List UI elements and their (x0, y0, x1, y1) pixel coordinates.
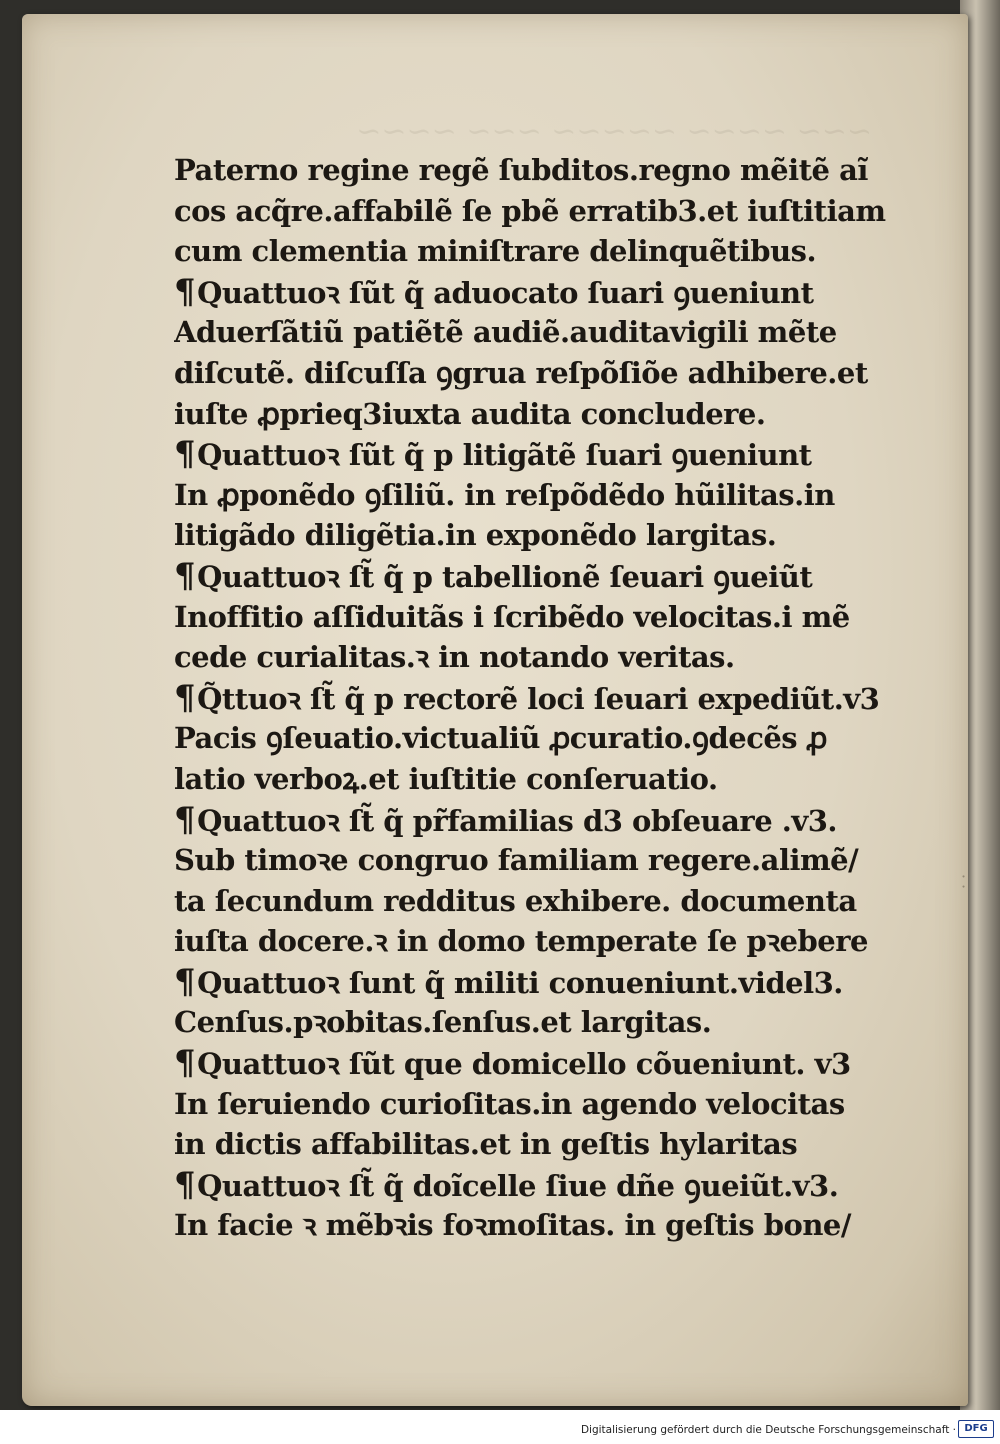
show-through-text: ~~~ ~~~~ ~~~~~ ~~~ ~~~~ (356, 114, 872, 149)
text-line (174, 800, 894, 841)
text-line (174, 1084, 894, 1125)
line-text: latio verboꝝ.et iuſtitie conſeruatio. (174, 761, 718, 796)
line-text: cede curialitas.ꝛ in notando veritas. (174, 640, 735, 675)
text-line (174, 231, 894, 272)
paragraph-mark: ¶ (174, 677, 196, 718)
line-text: Quattuoꝛ ſt̃ q̃ pr̃familias d3 obſeuare .v3. (197, 803, 837, 838)
text-line (174, 1124, 894, 1165)
line-text: Quattuoꝛ ſt̃ q̃ p tabellionẽ ſeuari ꝯueiũt (197, 559, 813, 594)
paragraph-mark: ¶ (174, 1043, 196, 1084)
text-line (174, 191, 894, 232)
line-text: Quattuoꝛ ſũt que domicello cõueniunt. v3 (197, 1047, 851, 1082)
text-line (174, 840, 894, 881)
footer-bar (0, 1410, 1000, 1444)
text-line (174, 1165, 894, 1206)
text-line (174, 556, 894, 597)
paragraph-mark: ¶ (174, 1164, 196, 1205)
text-line (174, 718, 894, 759)
margin-mark: · · (954, 873, 974, 890)
paragraph-mark: ¶ (174, 799, 196, 840)
line-text: In ſeruiendo curioſitas.in agendo velocitas (174, 1086, 845, 1121)
line-text: Cenſus.pꝛobitas.ſenſus.et largitas. (174, 1005, 712, 1040)
text-line (174, 353, 894, 394)
line-text: in dictis affabilitas.et in geſtis hylaritas (174, 1127, 798, 1162)
text-line (174, 759, 894, 800)
line-text: ta ſecundum redditus exhibere. documenta (174, 883, 857, 918)
paragraph-mark: ¶ (174, 434, 196, 475)
text-line (174, 394, 894, 435)
line-text: litigãdo diligẽtia.in exponẽdo largitas. (174, 518, 777, 553)
line-text: Quattuoꝛ ſt̃ q̃ doĩcelle ſiue dñe ꝯueiũt.v3. (197, 1168, 839, 1203)
line-text: cum clementia miniſtrare delinquẽtibus. (174, 234, 817, 269)
text-line (174, 1043, 894, 1084)
text-line (174, 921, 894, 962)
text-line (174, 597, 894, 638)
line-text: diſcutẽ. diſcuſſa ꝯgrua reſpõſiõe adhibere.et (174, 355, 868, 390)
text-line (174, 881, 894, 922)
line-text: Aduerſãtiũ patiẽtẽ audiẽ.auditavigili mẽte (174, 315, 837, 350)
text-line (174, 962, 894, 1003)
line-text: In ꝓponẽdo ꝯſiliũ. in reſpõdẽdo hũilitas.in (174, 477, 835, 512)
paragraph-mark: ¶ (174, 961, 196, 1002)
line-text: Quattuoꝛ ſũt q̃ aduocato ſuari ꝯueniunt (197, 275, 814, 310)
text-line (174, 434, 894, 475)
text-line (174, 637, 894, 678)
line-text: Sub timoꝛe congruo familiam regere.alimẽ/ (174, 843, 859, 878)
paragraph-mark: ¶ (174, 555, 196, 596)
line-text: iuſta docere.ꝛ in domo temperate ſe pꝛebere (174, 924, 868, 959)
line-text: cos acq̃re.affabilẽ ſe pbẽ erratib3.et iuſtitiam (174, 193, 886, 228)
text-line (174, 312, 894, 353)
line-text: Q̃ttuoꝛ ſt̃ q̃ p rectorẽ loci ſeuari expediũt.v3 (197, 681, 880, 716)
dfg-logo-icon: DFG (958, 1420, 994, 1438)
text-line (174, 678, 894, 719)
text-line (174, 475, 894, 516)
line-text: Quattuoꝛ ſũt q̃ p litigãtẽ ſuari ꝯueniunt (197, 438, 812, 473)
paragraph-mark: ¶ (174, 271, 196, 312)
line-text: Quattuoꝛ ſunt q̃ militi conueniunt.videl3. (197, 965, 843, 1000)
footer-credit: Digitalisierung gefördert durch die Deutsche Forschungsgemeinschaft · (580, 1424, 956, 1436)
line-text: Paterno regine regẽ ſubditos.regno mẽitẽ aĩ (174, 153, 868, 187)
line-text: Pacis ꝯſeuatio.victualiũ ꝓcuratio.ꝯdecẽs ꝓ (174, 721, 827, 756)
page-text (174, 150, 894, 1246)
line-text: In facie ꝛ mẽbꝛis foꝛmoſitas. in geſtis bone/ (174, 1208, 851, 1243)
text-line (174, 272, 894, 313)
line-text: Inoffitio aſſiduitãs i ſcribẽdo velocitas.i mẽ (174, 599, 850, 634)
text-line (174, 1002, 894, 1043)
text-line (174, 150, 894, 191)
line-text: iuſte ꝓprieq3iuxta audita concludere. (174, 396, 766, 431)
text-line (174, 515, 894, 556)
text-line (174, 1205, 894, 1246)
